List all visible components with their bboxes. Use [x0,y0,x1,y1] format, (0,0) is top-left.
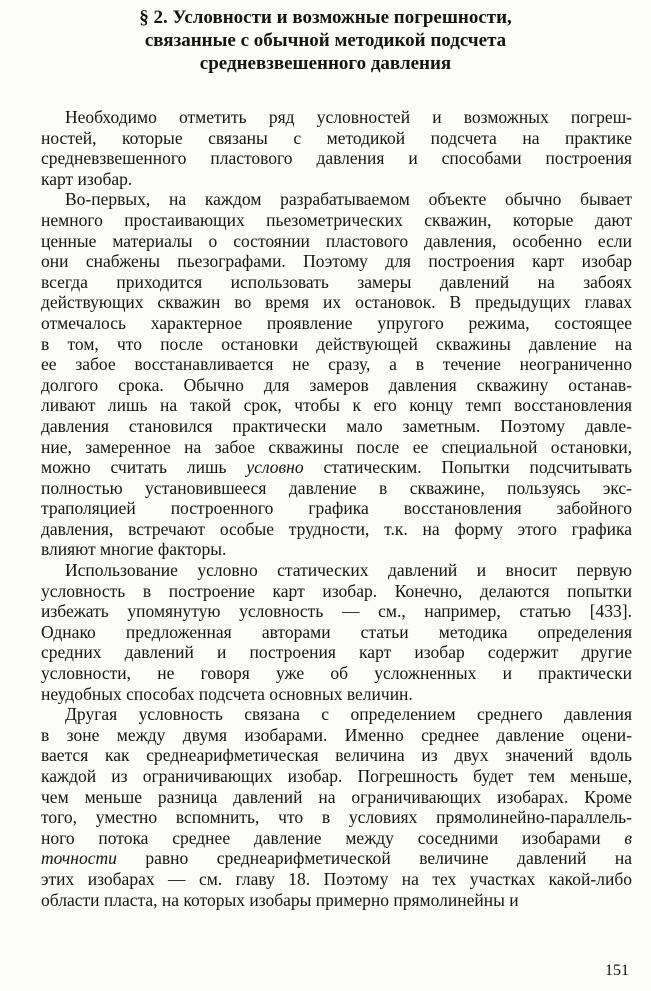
text-line: Однако предложенная авторами статьи методика определения [41,621,632,642]
text-line: того, уместно вспомнить, что в условиях прямолинейно-параллель- [41,807,632,828]
heading-line: средневзвешенного давления [199,53,452,74]
text-line: траполяцией построенного графика восстановления забойного [41,498,632,519]
text-line: всегда приходится использовать замеры давлений на забоях [41,271,632,292]
text-line: Использование условно статических давлений и вносит первую [65,560,632,581]
text-run: равно среднеарифметической величине давлений на [116,848,632,869]
text-line: средних давлений и построения карт изобар содержит другие [41,642,632,663]
text-line: Другая условность связана с определением среднего давления [65,704,632,725]
text-line: действующих скважин во время их остановок. В предыдущих главах [41,292,632,313]
text-line: в зоне между двумя изобарами. Именно среднее давление оцени- [41,724,632,745]
text-line: условность в построение карт изобар. Конечно, делаются попытки [41,580,632,601]
text-line: в том, что после остановки действующей скважины давление на [41,333,632,354]
text-line: отмечалось характерное проявление упругого режима, состоящее [41,312,632,333]
paragraph [41,560,632,704]
text-line [41,848,632,869]
text-run: ного потока среднее давление между соседними изобарами [41,827,625,848]
text-line: ливают лишь на такой срок, чтобы к его концу темп восстановления [41,395,632,416]
text-line: карт изобар. [41,168,133,189]
text-line: области пласта, на которых изобары примерно прямолинейны и [41,889,519,910]
page-number: 151 [605,962,629,979]
paragraph [41,189,632,560]
text-line: этих изобарах — см. главу 18. Поэтому на тех участках какой-либо [41,868,632,889]
paragraph [41,704,632,910]
emphasis-text: в [624,827,632,848]
emphasis-text: точности [41,848,117,869]
text-line: немного простаивающих пьезометрических скважин, которые дают [41,209,632,230]
body-text [41,107,632,910]
text-line: ностей, которые связаны с методикой подсчета на практике [41,127,632,148]
text-line: вается как среднеарифметическая величина из двух значений вдоль [41,745,632,766]
text-line: полностью установившееся давление в скважине, пользуясь экс- [41,477,632,498]
text-line [41,457,632,478]
text-line: условности, не говоря уже об усложненных и практически [41,663,632,684]
text-run: можно считать лишь [41,457,247,478]
paragraph [41,107,632,189]
text-line: ее забое восстанавливается не сразу, а в течение неограниченно [41,354,632,375]
text-line: Во-первых, на каждом разрабатываемом объекте обычно бывает [65,189,632,210]
text-line: долгого срока. Обычно для замеров давления скважину останав- [41,374,632,395]
text-line: ценные материалы о состоянии пластового давления, особенно если [41,230,632,251]
text-line: неудобных способах подсчета основных величин. [41,683,413,704]
text-line: давления, встречают особые трудности, т.к. на форму этого графика [41,518,632,539]
text-line: Необходимо отметить ряд условностей и возможных погреш- [65,107,632,127]
heading-line: связанные с обычной методикой подсчета [144,30,507,51]
emphasis-text: условно [246,457,304,478]
text-line: чем меньше разница давлений на ограничивающих изобарах. Кроме [41,786,632,807]
text-line: давления становился практически мало заметным. Поэтому давле- [41,415,632,436]
text-line: средневзвешенного пластового давления и способами построения [41,148,632,169]
text-line: каждой из ограничивающих изобар. Погрешность будет тем меньше, [41,766,632,786]
text-line: они снабжены пьезографами. Поэтому для построения карт изобар [41,251,632,272]
text-line: ние, замеренное на забое скважины после ее специальной остановки, [41,436,632,457]
text-run: статическим. Попытки подсчитывать [303,457,632,478]
section-heading [20,6,631,75]
text-line: влияют многие факторы. [41,539,227,560]
text-line: избежать упомянутую условность — см., например, статью [433]. [41,601,632,622]
heading-line: § 2. Условности и возможные погрешности, [139,7,512,28]
text-line [41,828,632,849]
